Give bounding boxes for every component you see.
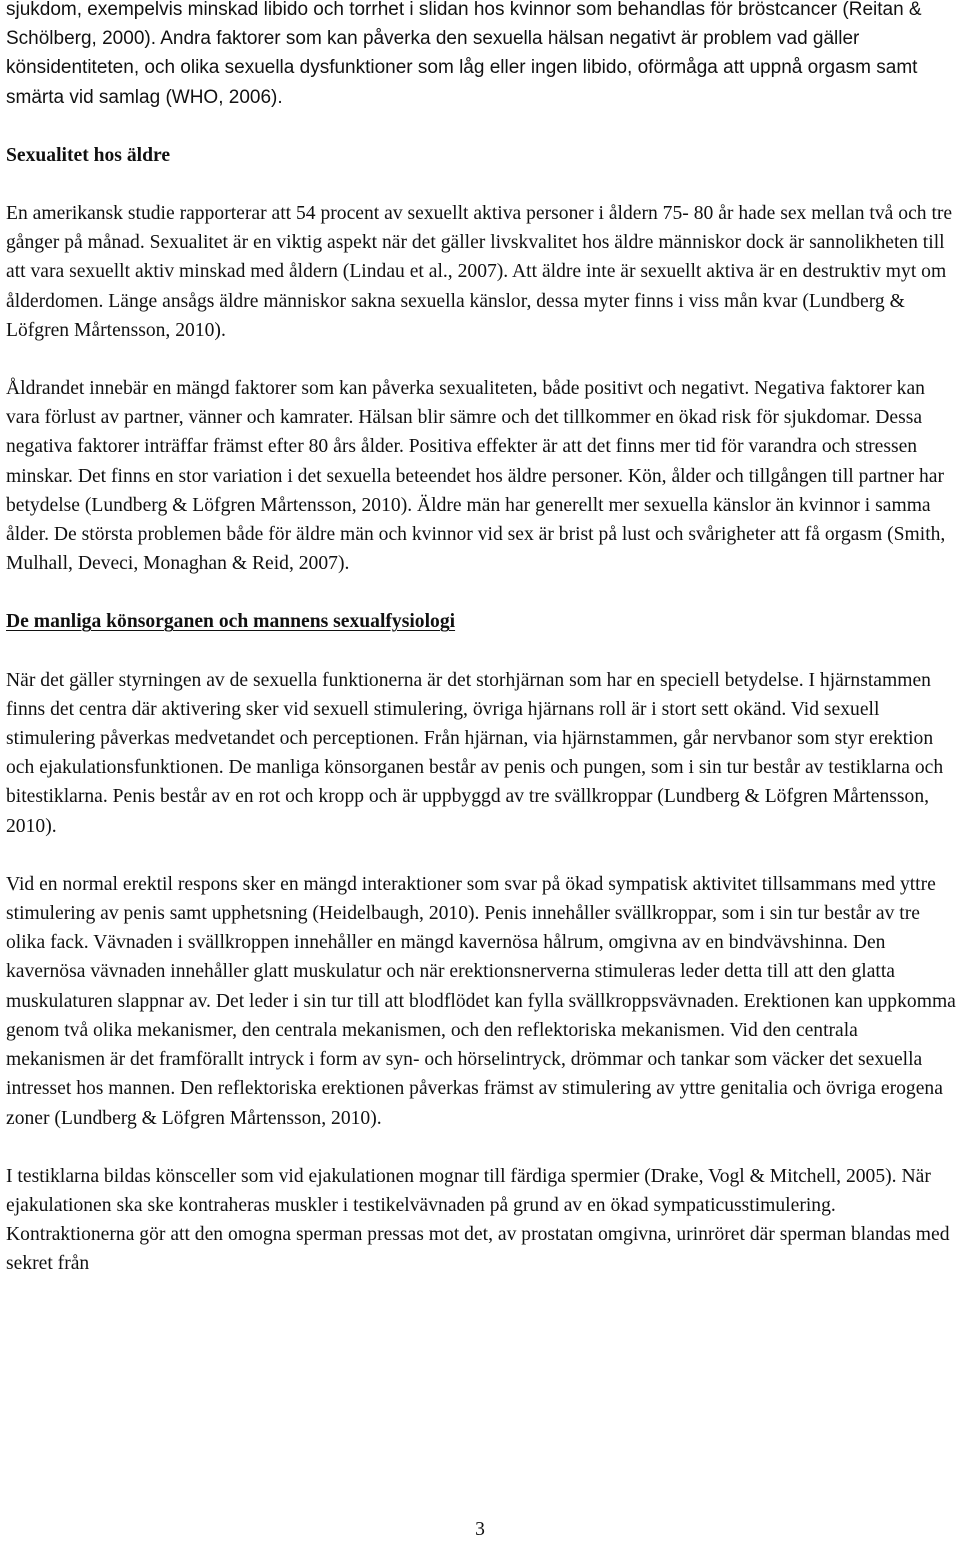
lead-paragraph: sjukdom, exempelvis minskad libido och torrhet i slidan hos kvinnor som behandlas för bröstcancer (Reitan & Schölberg, 2000). Andra faktorer som kan påverka den sexuella hälsan negativt är problem vad gäller könsidentiteten, och olika sexuella dysfunktioner som låg eller ingen libido, oförmåga att uppnå orgasm samt smärta vid samlag (WHO, 2006). [6,0,922,108]
document-page [6,0,958,1308]
body-paragraph: När det gäller styrningen av de sexuella funktionerna är det storhjärnan som har en speciell betydelse. I hjärnstammen finns det centra där aktivering sker vid sexuell stimulering, övriga hjärnans roll är i stort sett okänd. Vid sexuell stimulering påverkas medvetandet och perceptionen. Från hjärnan, via hjärnstammen, går nervbanor som styr erektion och ejakulationsfunktionen. De manliga könsorganen består av penis och pungen, som i sin tur består av testiklarna och bitestiklarna. Penis består av en rot och kropp och är uppbyggd av tre svällkroppar (Lundberg & Löfgren Mårtensson, 2010). [6,669,944,837]
body-paragraph: Vid en normal erektil respons sker en mängd interaktioner som svar på ökad sympatisk aktivitet tillsammans med yttre stimulering av penis samt upphetsning (Heidelbaugh, 2010). Penis innehåller svällkroppar, som i sin tur består av tre olika fack. Vävnaden i svällkroppen innehåller en mängd kavernösa hålrum, omgivna av en bindvävshinna. Den kavernösa vävnaden innehåller glatt muskulatur och när erektionsnerverna stimuleras leder detta till att den glatta muskulaturen slappnar av. Det leder i sin tur till att blodflödet kan fylla svällkroppsvävnaden. Erektionen kan uppkomma genom två olika mekanismer, den centrala mekanismen, och den reflektoriska mekanismen. Vid den centrala mekanismen är det framförallt intryck i form av syn- och hörselintryck, drömmar och tankar som väcker det sexuella intresset hos mannen. Den reflektoriska erektionen påverkas främst av stimulering av yttre genitalia och övriga erogena zoner (Lundberg & Löfgren Mårtensson, 2010). [6,873,956,1129]
body-paragraph: I testiklarna bildas könsceller som vid ejakulationen mognar till färdiga spermier (Drake, Vogl & Mitchell, 2005). När ejakulationen ska ske kontraheras muskler i testikelvävnaden på grund av en ökad sympaticusstimulering. Kontraktionerna gör att den omogna sperman pressas mot det, av prostatan omgivna, urinröret där sperman blandas med sekret från [6,1165,950,1275]
section-sexuality-elderly [6,141,958,579]
section-heading: De manliga könsorganen och mannens sexualfysiologi [6,611,456,633]
body-paragraph: Åldrandet innebär en mängd faktorer som kan påverka sexualiteten, både positivt och negativt. Negativa faktorer kan vara förlust av partner, vänner och kamrater. Hälsan blir sämre och det tillkommer en ökad risk för sjukdomar. Dessa negativa faktorer inträffar främst efter 80 års ålder. Positiva effekter är att det finns mer tid för varandra och stressen minskar. Det finns en stor variation i det sexuella beteendet hos äldre personer. Kön, ålder och tillgången till partner har betydelse (Lundberg & Löfgren Mårtensson, 2010). Äldre män har generellt mer sexuella känslor än kvinnor i samma ålder. De största problemen både för äldre män och kvinnor vid sex är brist på lust och svårigheter att få orgasm (Smith, Mulhall, Deveci, Monaghan & Reid, 2007). [6,378,946,575]
body-paragraph: En amerikansk studie rapporterar att 54 procent av sexuellt aktiva personer i åldern 75- 80 år hade sex mellan två och tre gånger på månad. Sexualitet är en viktig aspekt när det gäller livskvalitet hos äldre människor dock är sannolikheten till att vara sexuellt aktiv minskad med åldern (Lindau et al., 2007). Att äldre inte är sexuellt aktiva är en destruktiv myt om ålderdomen. Länge ansågs äldre människor sakna sexuella känslor, dessa myter finns i viss mån kvar (Lundberg & Löfgren Mårtensson, 2010). [6,203,953,341]
page-number: 3 [475,1519,485,1540]
section-heading: Sexualitet hos äldre [6,144,171,166]
section-male-physiology [6,607,958,1278]
